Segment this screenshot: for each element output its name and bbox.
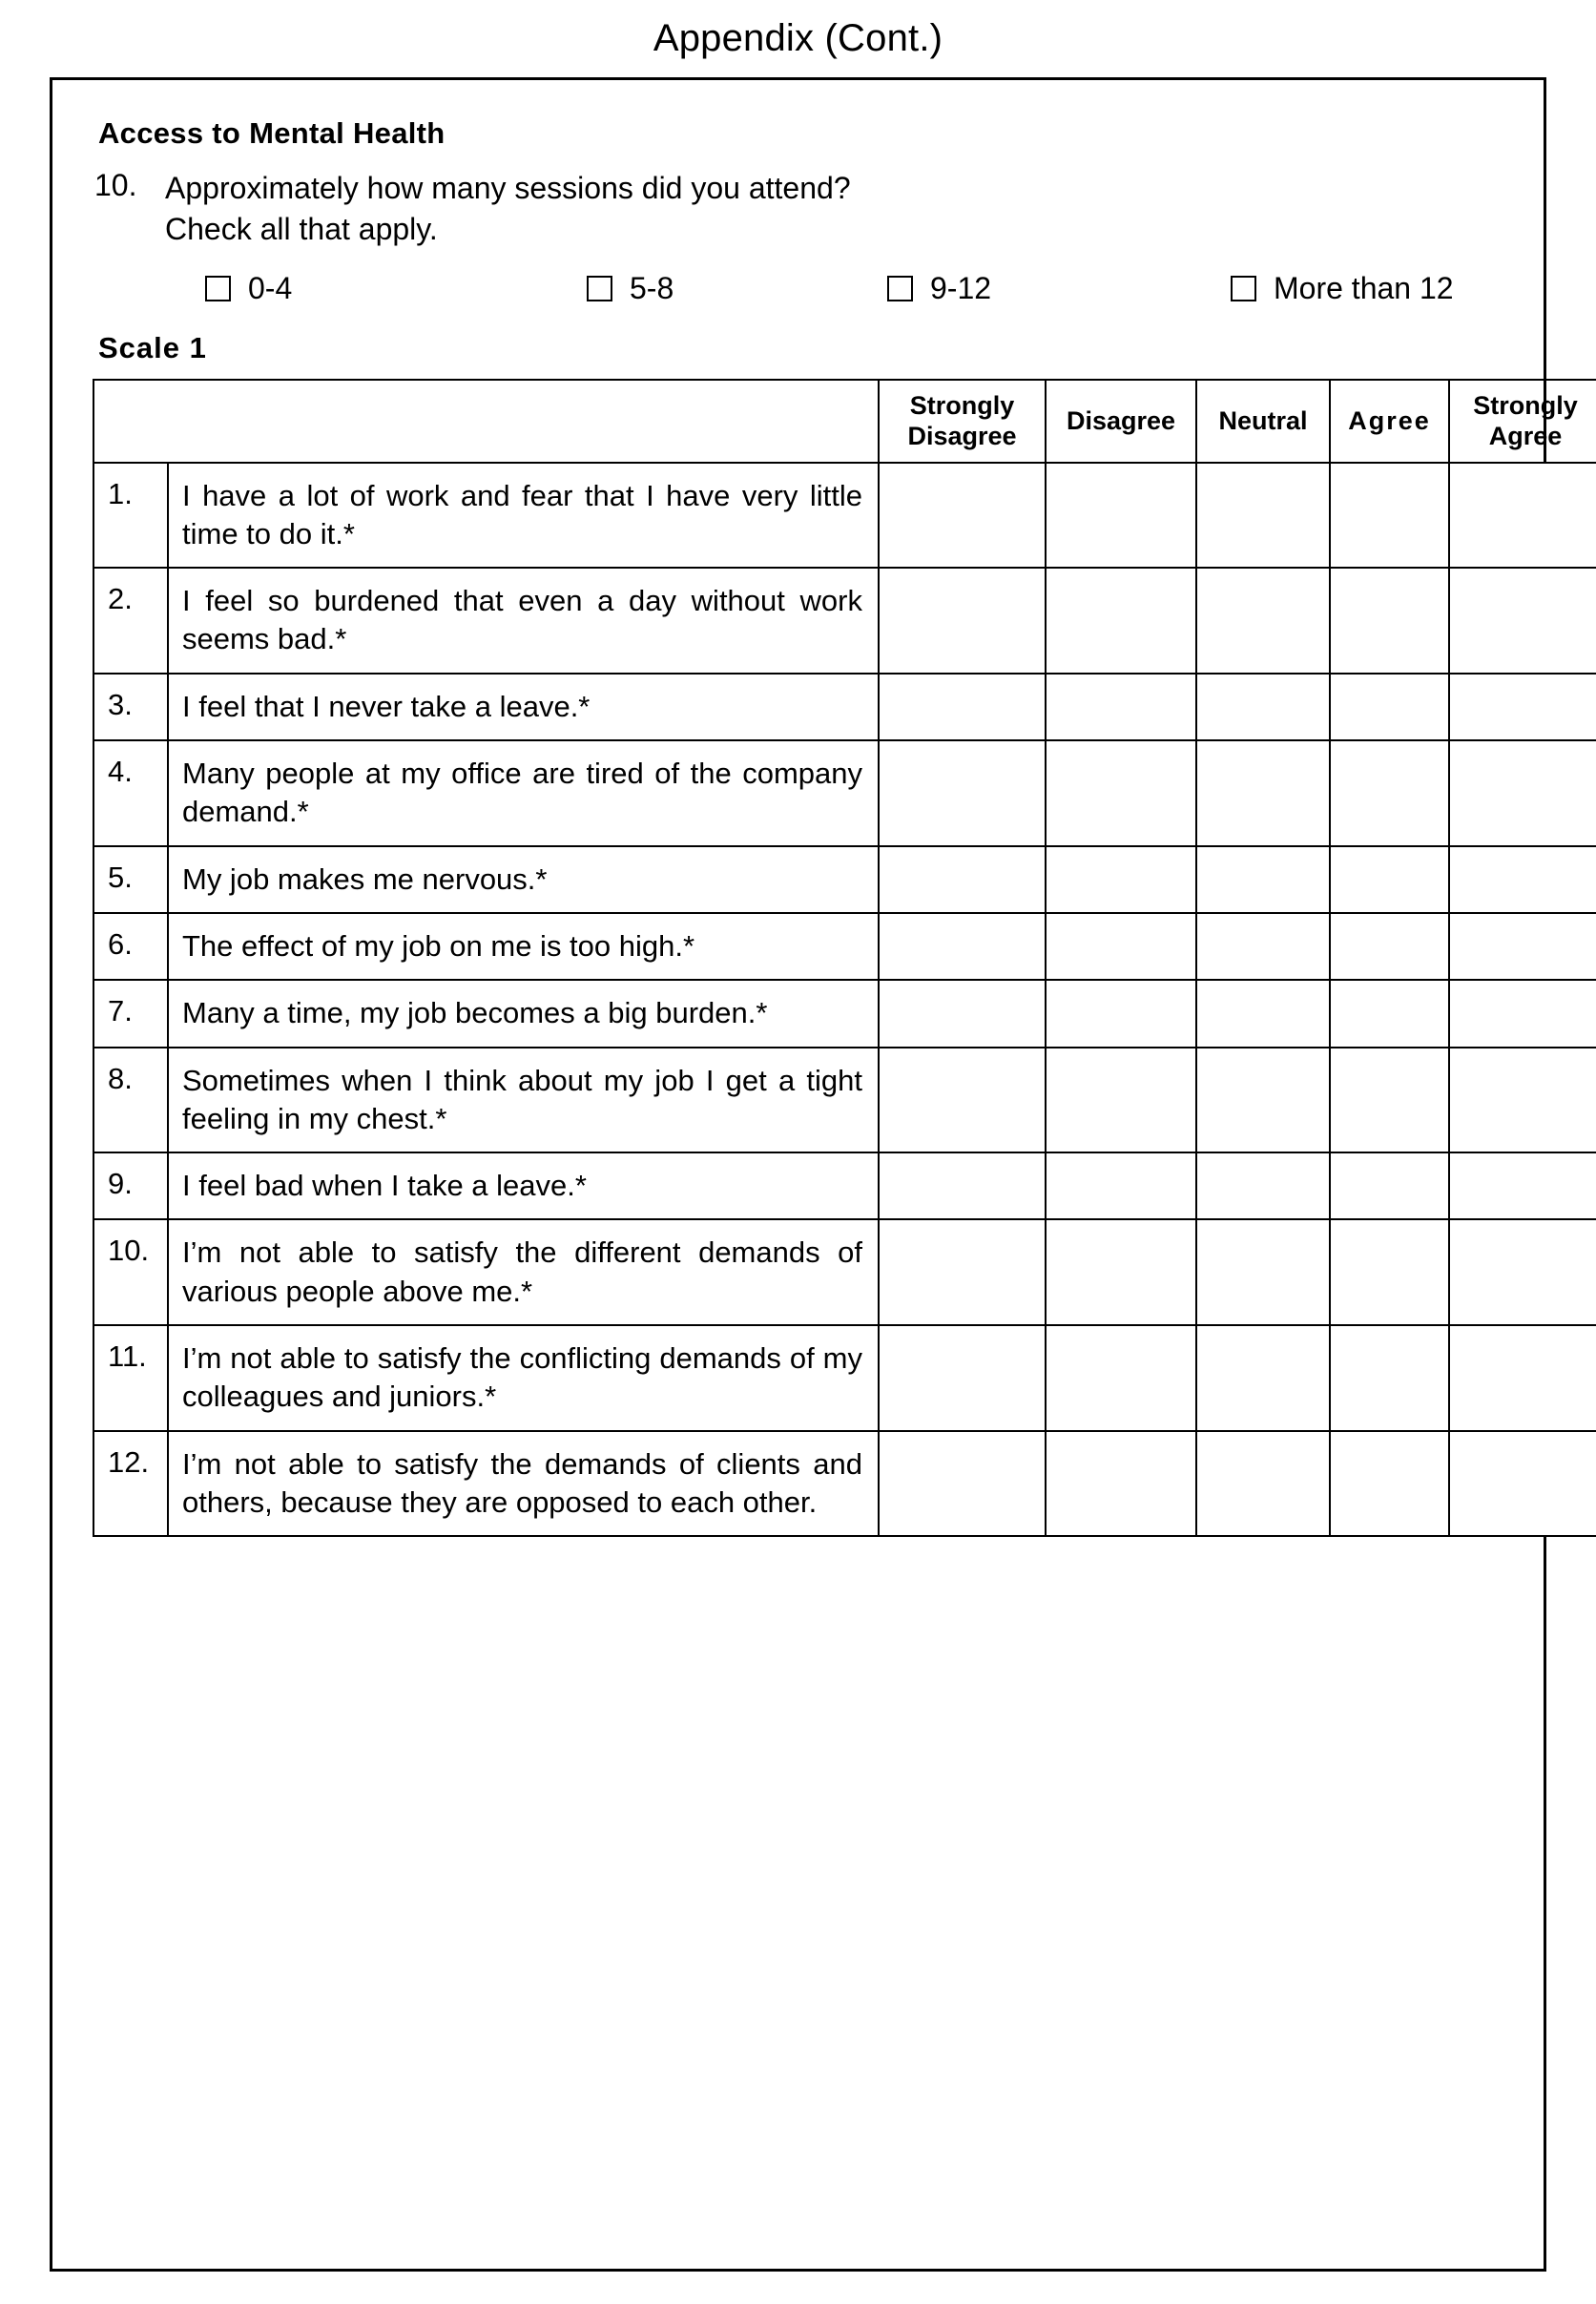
row-statement: I’m not able to satisfy the demands of clients and others, because they are opposed to each other.: [168, 1431, 879, 1537]
table-row: [93, 740, 1596, 846]
response-cell-neutral[interactable]: [1196, 913, 1330, 980]
response-cell-neutral[interactable]: [1196, 846, 1330, 913]
row-statement: I feel so burdened that even a day without work seems bad.*: [168, 568, 879, 674]
checkbox-icon[interactable]: [1231, 276, 1256, 301]
response-cell-agree[interactable]: [1330, 568, 1449, 674]
response-cell-strongly-agree[interactable]: [1449, 463, 1596, 569]
row-number: 6.: [93, 913, 168, 980]
row-statement: I have a lot of work and fear that I have very little time to do it.*: [168, 463, 879, 569]
table-row: [93, 1152, 1596, 1219]
response-cell-agree[interactable]: [1330, 846, 1449, 913]
header-strongly-disagree: Strongly Disagree: [879, 380, 1046, 463]
response-cell-disagree[interactable]: [1046, 1325, 1196, 1431]
table-row: [93, 980, 1596, 1047]
option-label: 9-12: [930, 270, 992, 305]
row-statement: Many a time, my job becomes a big burden.*: [168, 980, 879, 1047]
row-number: 3.: [93, 674, 168, 740]
response-cell-agree[interactable]: [1330, 1048, 1449, 1153]
option-0-4[interactable]: [205, 271, 587, 306]
table-row: [93, 846, 1596, 913]
header-agree: Agree: [1330, 380, 1449, 463]
row-number: 12.: [93, 1431, 168, 1537]
response-cell-neutral[interactable]: [1196, 1152, 1330, 1219]
response-cell-neutral[interactable]: [1196, 463, 1330, 569]
response-cell-disagree[interactable]: [1046, 1048, 1196, 1153]
row-number: 5.: [93, 846, 168, 913]
table-row: [93, 463, 1596, 569]
table-row: [93, 1431, 1596, 1537]
response-cell-strongly-disagree[interactable]: [879, 913, 1046, 980]
row-number: 2.: [93, 568, 168, 674]
response-cell-strongly-disagree[interactable]: [879, 1219, 1046, 1325]
row-statement: My job makes me nervous.*: [168, 846, 879, 913]
response-cell-strongly-disagree[interactable]: [879, 980, 1046, 1047]
row-statement: I feel that I never take a leave.*: [168, 674, 879, 740]
option-9-12[interactable]: [887, 271, 1231, 306]
table-row: [93, 674, 1596, 740]
response-cell-strongly-agree[interactable]: [1449, 1048, 1596, 1153]
response-cell-agree[interactable]: [1330, 913, 1449, 980]
option-label: 0-4: [248, 270, 293, 305]
response-cell-strongly-disagree[interactable]: [879, 740, 1046, 846]
response-cell-strongly-agree[interactable]: [1449, 1325, 1596, 1431]
page-title: Appendix (Cont.): [653, 17, 943, 59]
row-statement: Sometimes when I think about my job I get a tight feeling in my chest.*: [168, 1048, 879, 1153]
row-number: 10.: [93, 1219, 168, 1325]
question-number: 10.: [94, 168, 137, 202]
response-cell-disagree[interactable]: [1046, 568, 1196, 674]
header-neutral: Neutral: [1196, 380, 1330, 463]
header-disagree: Disagree: [1046, 380, 1196, 463]
option-label: 5-8: [630, 270, 674, 305]
checkbox-icon[interactable]: [887, 276, 913, 301]
question-10-options: [205, 271, 1515, 306]
response-cell-neutral[interactable]: [1196, 980, 1330, 1047]
row-statement: I’m not able to satisfy the conflicting demands of my colleagues and juniors.*: [168, 1325, 879, 1431]
row-statement: The effect of my job on me is too high.*: [168, 913, 879, 980]
response-cell-strongly-disagree[interactable]: [879, 1048, 1046, 1153]
row-number: 7.: [93, 980, 168, 1047]
response-cell-strongly-agree[interactable]: [1449, 913, 1596, 980]
response-cell-neutral[interactable]: [1196, 740, 1330, 846]
response-cell-strongly-disagree[interactable]: [879, 568, 1046, 674]
row-statement: I’m not able to satisfy the different demands of various people above me.*: [168, 1219, 879, 1325]
response-cell-disagree[interactable]: [1046, 1431, 1196, 1537]
table-body: [93, 463, 1596, 1537]
option-5-8[interactable]: [587, 271, 887, 306]
question-10: [94, 168, 1515, 250]
table-row: [93, 1048, 1596, 1153]
response-cell-strongly-disagree[interactable]: [879, 463, 1046, 569]
question-line-2: Check all that apply.: [165, 211, 438, 246]
response-cell-disagree[interactable]: [1046, 913, 1196, 980]
row-statement: Many people at my office are tired of the company demand.*: [168, 740, 879, 846]
question-line-1: Approximately how many sessions did you attend?: [165, 171, 851, 205]
response-cell-disagree[interactable]: [1046, 846, 1196, 913]
response-cell-strongly-disagree[interactable]: [879, 1431, 1046, 1537]
response-cell-agree[interactable]: [1330, 463, 1449, 569]
response-cell-strongly-agree[interactable]: [1449, 1431, 1596, 1537]
response-cell-disagree[interactable]: [1046, 674, 1196, 740]
table-header-row: [93, 380, 1596, 463]
response-cell-agree[interactable]: [1330, 1219, 1449, 1325]
table-header: [93, 380, 1596, 463]
response-cell-strongly-agree[interactable]: [1449, 740, 1596, 846]
header-blank: [93, 380, 879, 463]
table-row: [93, 1219, 1596, 1325]
table-row: [93, 1325, 1596, 1431]
question-text: [165, 168, 1119, 250]
response-cell-neutral[interactable]: [1196, 568, 1330, 674]
response-cell-strongly-disagree[interactable]: [879, 1152, 1046, 1219]
response-cell-agree[interactable]: [1330, 740, 1449, 846]
response-cell-disagree[interactable]: [1046, 740, 1196, 846]
table-row: [93, 913, 1596, 980]
response-cell-strongly-agree[interactable]: [1449, 568, 1596, 674]
header-strongly-agree: Strongly Agree: [1449, 380, 1596, 463]
row-number: 8.: [93, 1048, 168, 1153]
response-cell-strongly-agree[interactable]: [1449, 1152, 1596, 1219]
row-statement: I feel bad when I take a leave.*: [168, 1152, 879, 1219]
response-cell-strongly-disagree[interactable]: [879, 674, 1046, 740]
row-number: 11.: [93, 1325, 168, 1431]
option-more-than-12[interactable]: [1231, 271, 1454, 306]
response-cell-agree[interactable]: [1330, 1325, 1449, 1431]
response-cell-agree[interactable]: [1330, 674, 1449, 740]
response-cell-disagree[interactable]: [1046, 463, 1196, 569]
response-cell-disagree[interactable]: [1046, 1152, 1196, 1219]
response-cell-strongly-agree[interactable]: [1449, 846, 1596, 913]
response-cell-neutral[interactable]: [1196, 1431, 1330, 1537]
response-cell-disagree[interactable]: [1046, 980, 1196, 1047]
response-cell-strongly-agree[interactable]: [1449, 674, 1596, 740]
response-cell-neutral[interactable]: [1196, 1048, 1330, 1153]
response-cell-strongly-agree[interactable]: [1449, 1219, 1596, 1325]
row-number: 1.: [93, 463, 168, 569]
row-number: 4.: [93, 740, 168, 846]
section-heading: Access to Mental Health: [98, 116, 446, 150]
response-cell-neutral[interactable]: [1196, 674, 1330, 740]
response-cell-strongly-agree[interactable]: [1449, 980, 1596, 1047]
scale-heading: Scale 1: [98, 330, 207, 364]
response-cell-agree[interactable]: [1330, 1152, 1449, 1219]
option-label: More than 12: [1274, 270, 1454, 305]
row-number: 9.: [93, 1152, 168, 1219]
checkbox-icon[interactable]: [587, 276, 612, 301]
table-row: [93, 568, 1596, 674]
response-cell-agree[interactable]: [1330, 1431, 1449, 1537]
response-cell-agree[interactable]: [1330, 980, 1449, 1047]
response-cell-strongly-disagree[interactable]: [879, 846, 1046, 913]
checkbox-icon[interactable]: [205, 276, 231, 301]
scale-1-table: [93, 379, 1596, 1537]
response-cell-strongly-disagree[interactable]: [879, 1325, 1046, 1431]
appendix-content-box: [50, 77, 1578, 2272]
response-cell-neutral[interactable]: [1196, 1219, 1330, 1325]
response-cell-neutral[interactable]: [1196, 1325, 1330, 1431]
response-cell-disagree[interactable]: [1046, 1219, 1196, 1325]
